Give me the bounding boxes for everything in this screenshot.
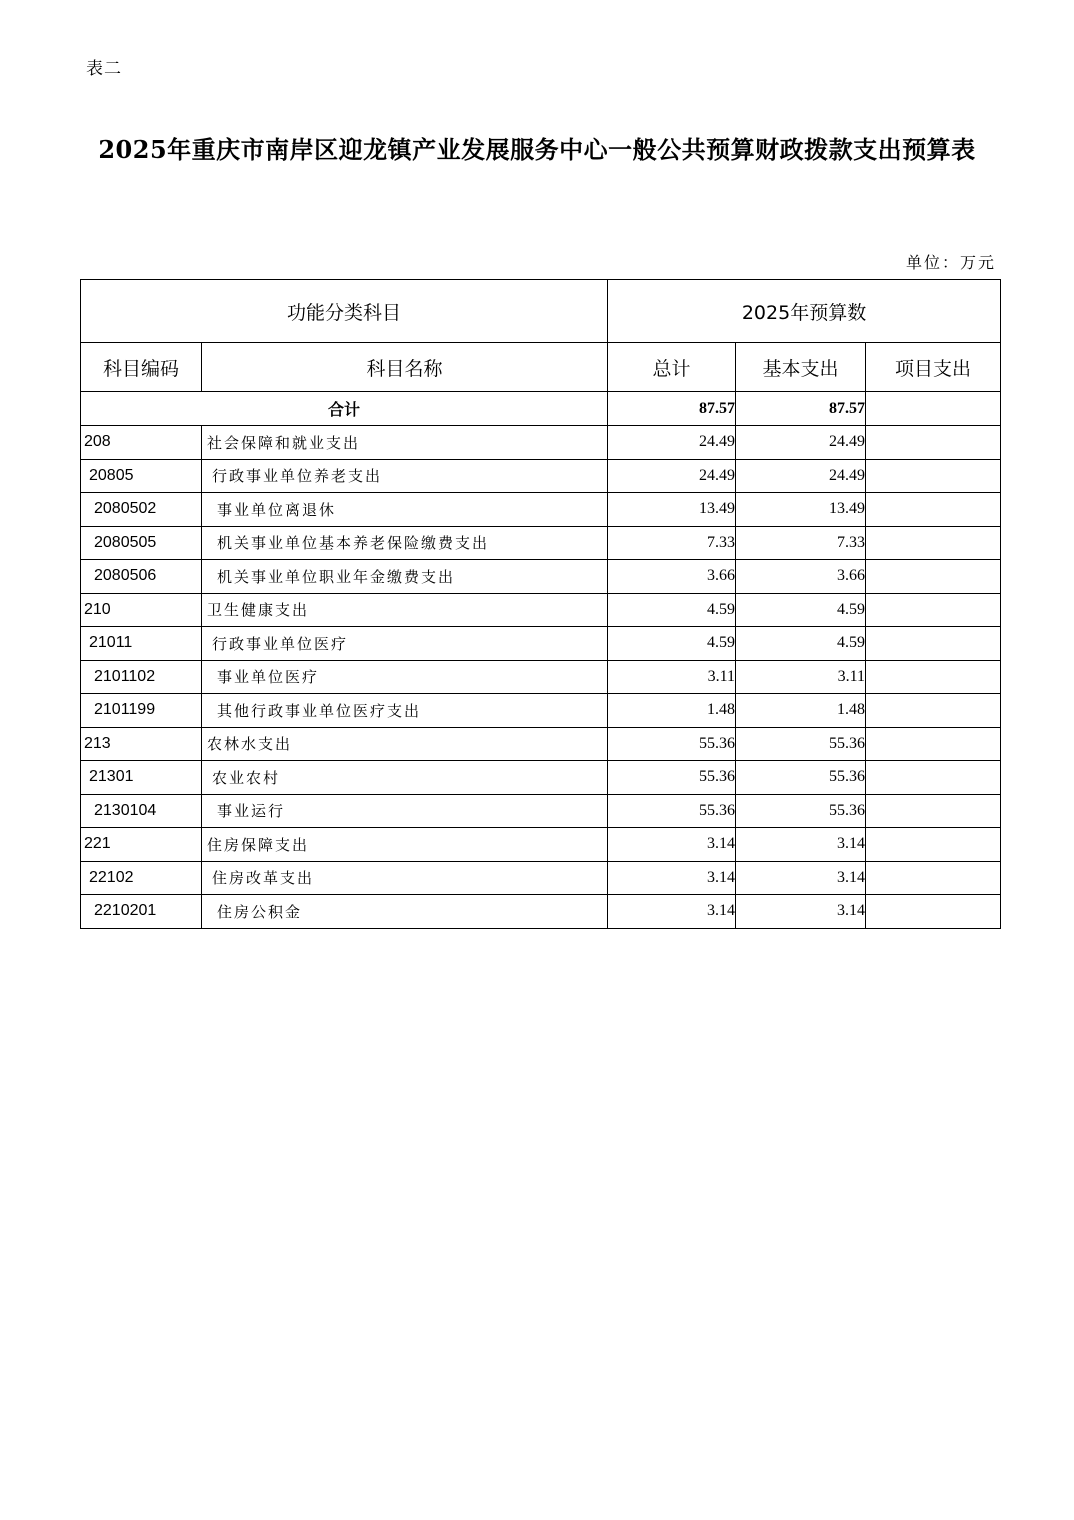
row-project [866,560,1001,594]
row-project [866,895,1001,929]
row-code: 2080506 [81,560,202,594]
row-basic: 4.59 [736,593,866,627]
row-basic: 3.14 [736,828,866,862]
row-code: 21011 [81,627,202,661]
row-name: 其他行政事业单位医疗支出 [202,694,608,728]
row-total: 55.36 [608,727,736,761]
row-name: 事业单位离退休 [202,493,608,527]
row-name: 机关事业单位基本养老保险缴费支出 [202,526,608,560]
row-total: 3.14 [608,828,736,862]
row-project [866,627,1001,661]
row-code: 2101199 [81,694,202,728]
table-row [81,828,1001,862]
row-name: 事业单位医疗 [202,660,608,694]
document-title: 2025年重庆市南岸区迎龙镇产业发展服务中心一般公共预算财政拨款支出预算表 [98,135,976,164]
row-basic: 55.36 [736,761,866,795]
row-name: 住房改革支出 [202,861,608,895]
table-label: 表二 [86,59,122,79]
header-functional-category: 功能分类科目 [81,280,608,343]
row-total: 55.36 [608,794,736,828]
table-row [81,660,1001,694]
row-total: 3.14 [608,861,736,895]
row-project [866,794,1001,828]
row-basic: 3.66 [736,560,866,594]
table-row [81,459,1001,493]
row-total: 3.66 [608,560,736,594]
unit-note: 单位：万元 [905,253,996,272]
row-project [866,828,1001,862]
table-row [81,560,1001,594]
summary-project [866,392,1001,426]
row-basic: 1.48 [736,694,866,728]
row-basic: 4.59 [736,627,866,661]
header-project: 项目支出 [866,343,1001,392]
header-row-1 [81,280,1001,343]
row-name: 农林水支出 [202,727,608,761]
row-name: 行政事业单位养老支出 [202,459,608,493]
row-total: 24.49 [608,426,736,460]
summary-label: 合计 [81,392,608,426]
table-row [81,526,1001,560]
table-row [81,493,1001,527]
table-row [81,426,1001,460]
row-basic: 13.49 [736,493,866,527]
row-project [866,694,1001,728]
row-basic: 55.36 [736,727,866,761]
header-row-2 [81,343,1001,392]
table-row [81,627,1001,661]
row-code: 20805 [81,459,202,493]
row-code: 2080502 [81,493,202,527]
row-code: 2080505 [81,526,202,560]
row-basic: 7.33 [736,526,866,560]
table-row [81,861,1001,895]
row-project [866,593,1001,627]
header-name: 科目名称 [202,343,608,392]
header-budget-year: 2025年预算数 [608,280,1001,343]
row-code: 221 [81,828,202,862]
row-name: 机关事业单位职业年金缴费支出 [202,560,608,594]
header-code: 科目编码 [81,343,202,392]
row-code: 210 [81,593,202,627]
row-total: 3.14 [608,895,736,929]
row-total: 55.36 [608,761,736,795]
row-project [866,459,1001,493]
row-basic: 3.11 [736,660,866,694]
row-total: 7.33 [608,526,736,560]
row-code: 208 [81,426,202,460]
row-code: 213 [81,727,202,761]
row-code: 21301 [81,761,202,795]
row-name: 行政事业单位医疗 [202,627,608,661]
row-total: 1.48 [608,694,736,728]
header-total: 总计 [608,343,736,392]
row-total: 4.59 [608,593,736,627]
summary-basic: 87.57 [736,392,866,426]
row-project [866,761,1001,795]
row-project [866,526,1001,560]
row-project [866,660,1001,694]
table-row [81,593,1001,627]
row-code: 22102 [81,861,202,895]
row-name: 事业运行 [202,794,608,828]
summary-row [81,392,1001,426]
table-row [81,895,1001,929]
row-code: 2130104 [81,794,202,828]
header-basic: 基本支出 [736,343,866,392]
row-basic: 3.14 [736,895,866,929]
row-code: 2101102 [81,660,202,694]
row-name: 农业农村 [202,761,608,795]
summary-total: 87.57 [608,392,736,426]
row-basic: 3.14 [736,861,866,895]
row-name: 住房公积金 [202,895,608,929]
row-project [866,493,1001,527]
row-name: 卫生健康支出 [202,593,608,627]
row-project [866,861,1001,895]
table-row [81,727,1001,761]
row-name: 住房保障支出 [202,828,608,862]
table-row [81,761,1001,795]
row-code: 2210201 [81,895,202,929]
row-total: 3.11 [608,660,736,694]
table-row [81,694,1001,728]
row-total: 24.49 [608,459,736,493]
row-total: 13.49 [608,493,736,527]
row-project [866,426,1001,460]
row-basic: 24.49 [736,426,866,460]
table-row [81,794,1001,828]
budget-table [80,279,1001,929]
row-name: 社会保障和就业支出 [202,426,608,460]
row-project [866,727,1001,761]
row-basic: 24.49 [736,459,866,493]
row-total: 4.59 [608,627,736,661]
row-basic: 55.36 [736,794,866,828]
